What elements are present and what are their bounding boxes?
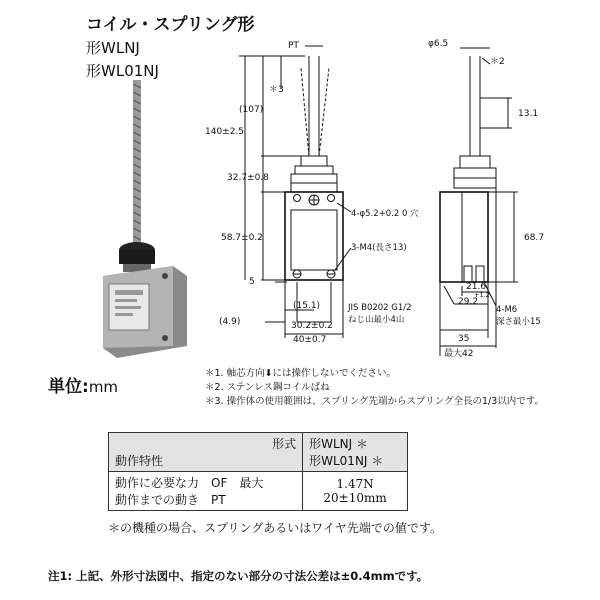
model-wlnj: 形WLNJ	[86, 39, 140, 57]
dim-13-1: 13.1	[518, 109, 539, 119]
model-wl01nj: 形WL01NJ	[86, 62, 159, 80]
dim-hole: 4-φ5.2+0.2 0 穴	[351, 209, 419, 219]
dim-35: 35	[458, 334, 470, 344]
star-note: ＊の機種の場合、スプリングあるいはワイヤ先端での値です。	[108, 521, 442, 535]
dim-58-7: 58.7±0.2	[221, 233, 263, 243]
table-row-values: 1.47N 20±10mm	[303, 472, 408, 511]
dim-30-2: 30.2±0.2	[291, 321, 333, 331]
dim-m6: 4-M6	[496, 305, 518, 315]
dim-15-1: (15.1)	[293, 301, 321, 311]
product-photo	[95, 70, 205, 370]
dim-68-7: 68.7	[524, 233, 545, 243]
dim-29-2-tol: +1.2	[474, 291, 490, 299]
note-1: ＊1. 軸芯方向⬇には操作しないでください。	[205, 368, 397, 379]
jis-thread: JIS B0202 G1/2	[348, 303, 412, 313]
table-header-char: 形式 動作特性	[109, 433, 303, 472]
spec-table	[108, 432, 408, 511]
dim-29-2: 29.2	[458, 297, 479, 307]
dim-pt: PT	[288, 41, 299, 51]
dim-40: 40±0.7	[293, 335, 327, 345]
dim-4-9: (4.9)	[219, 317, 241, 327]
dim-32-7: 32.7±0.8	[227, 173, 269, 183]
dim-max42: 最大42	[444, 349, 474, 359]
page-title: コイル・スプリング形	[86, 15, 255, 35]
dim-star2: ＊2	[490, 57, 505, 67]
note-3: ＊3. 操作体の使用範囲は、スプリング先端からスプリング全長の1/3以内です。	[205, 396, 544, 407]
note-2: ＊2. ステンレス鋼コイルばね	[205, 382, 330, 393]
footnote: 注1: 上記、外形寸法図中、指定のない部分の寸法公差は±0.4mmです。	[48, 569, 429, 583]
dim-phi6-5: φ6.5	[428, 39, 449, 49]
dim-m6-depth: 深さ最小15	[496, 317, 541, 327]
dim-107: (107)	[239, 105, 264, 115]
dim-screw: 3-M4(長さ13)	[351, 243, 407, 253]
dim-star3: ＊3	[269, 85, 284, 95]
dim-5: 5	[249, 277, 255, 287]
table-header-models: 形WLNJ ＊ 形WL01NJ ＊	[303, 433, 408, 472]
table-row-labels: 動作に必要な力 OF 最大 動作までの動き PT	[109, 472, 303, 511]
dim-21-6: 21.6	[466, 282, 487, 292]
coil-spring-icon	[133, 80, 141, 248]
dim-140: 140±2.5	[205, 127, 245, 137]
jis-thread-count: ねじ山最小4山	[348, 315, 405, 325]
unit-label: 単位:mm	[48, 377, 119, 397]
